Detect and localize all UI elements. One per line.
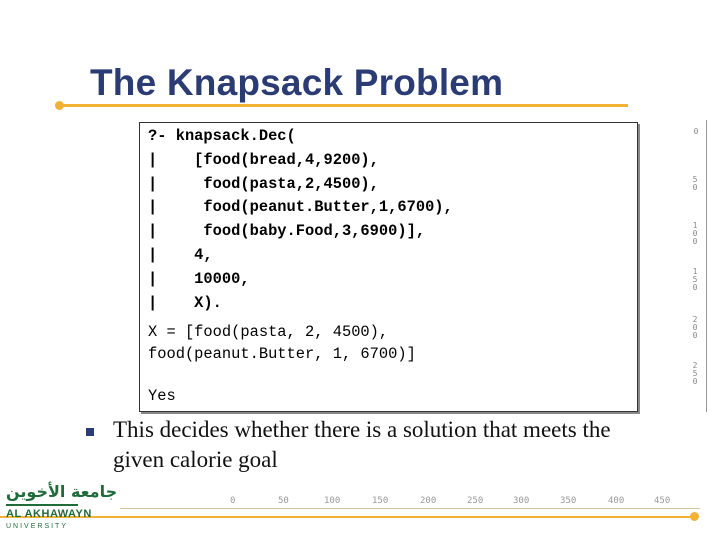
slide-title: The Knapsack Problem — [90, 62, 504, 103]
bullet-text: This decides whether there is a solution that meets the given calorie goal — [113, 417, 611, 472]
university-logo — [4, 482, 118, 536]
yes-output: Yes — [148, 387, 176, 405]
code-line: | X). — [148, 293, 222, 312]
vertical-ruler-tick: 2 0 0 — [692, 315, 698, 340]
code-line: | food(peanut.Butter,1,6700), — [148, 198, 453, 217]
horizontal-ruler-tick: 250 — [467, 496, 484, 506]
vertical-ruler-tick: 5 0 — [692, 175, 698, 192]
horizontal-ruler-tick: 300 — [513, 496, 530, 506]
code-box — [139, 122, 638, 412]
horizontal-ruler-tick: 400 — [608, 496, 625, 506]
horizontal-ruler-line — [120, 508, 700, 509]
result-line: food(peanut.Butter, 1, 6700)] — [148, 345, 416, 363]
vertical-ruler-tick: 1 5 0 — [692, 267, 698, 292]
logo-arabic-text: جامعة الأخوين — [6, 482, 118, 501]
code-line: | food(baby.Food,3,6900)], — [148, 222, 426, 241]
title-underline — [58, 104, 628, 107]
horizontal-ruler-tick: 100 — [324, 496, 341, 506]
code-line: ?- knapsack.Dec( — [148, 127, 296, 145]
bullet-square-icon — [86, 428, 94, 436]
footer-rule — [0, 516, 695, 518]
vertical-ruler — [691, 124, 705, 412]
horizontal-ruler-tick: 350 — [560, 496, 577, 506]
logo-divider — [6, 504, 78, 506]
code-line: | [food(bread,4,9200), — [148, 150, 379, 169]
vertical-ruler-line — [706, 120, 707, 412]
footer-rule-dot — [690, 512, 699, 521]
horizontal-ruler-tick: 50 — [278, 496, 289, 506]
horizontal-ruler-tick: 150 — [372, 496, 389, 506]
horizontal-ruler-tick: 200 — [420, 496, 437, 506]
vertical-ruler-tick: 0 — [693, 127, 699, 136]
logo-english-text: AL AKHAWAYN — [6, 508, 92, 520]
horizontal-ruler-tick: 0 — [230, 496, 236, 506]
vertical-ruler-tick: 1 0 0 — [692, 221, 698, 246]
code-line: | 10000, — [148, 269, 250, 288]
horizontal-ruler-tick: 450 — [654, 496, 671, 506]
logo-subtitle: UNIVERSITY — [6, 523, 69, 530]
result-code — [148, 321, 416, 365]
vertical-ruler-tick: 2 5 0 — [692, 361, 698, 386]
code-line: | food(pasta,2,4500), — [148, 174, 379, 193]
code-line: | 4, — [148, 245, 213, 264]
result-line: X = [food(pasta, 2, 4500), — [148, 323, 389, 341]
query-code — [148, 125, 453, 315]
